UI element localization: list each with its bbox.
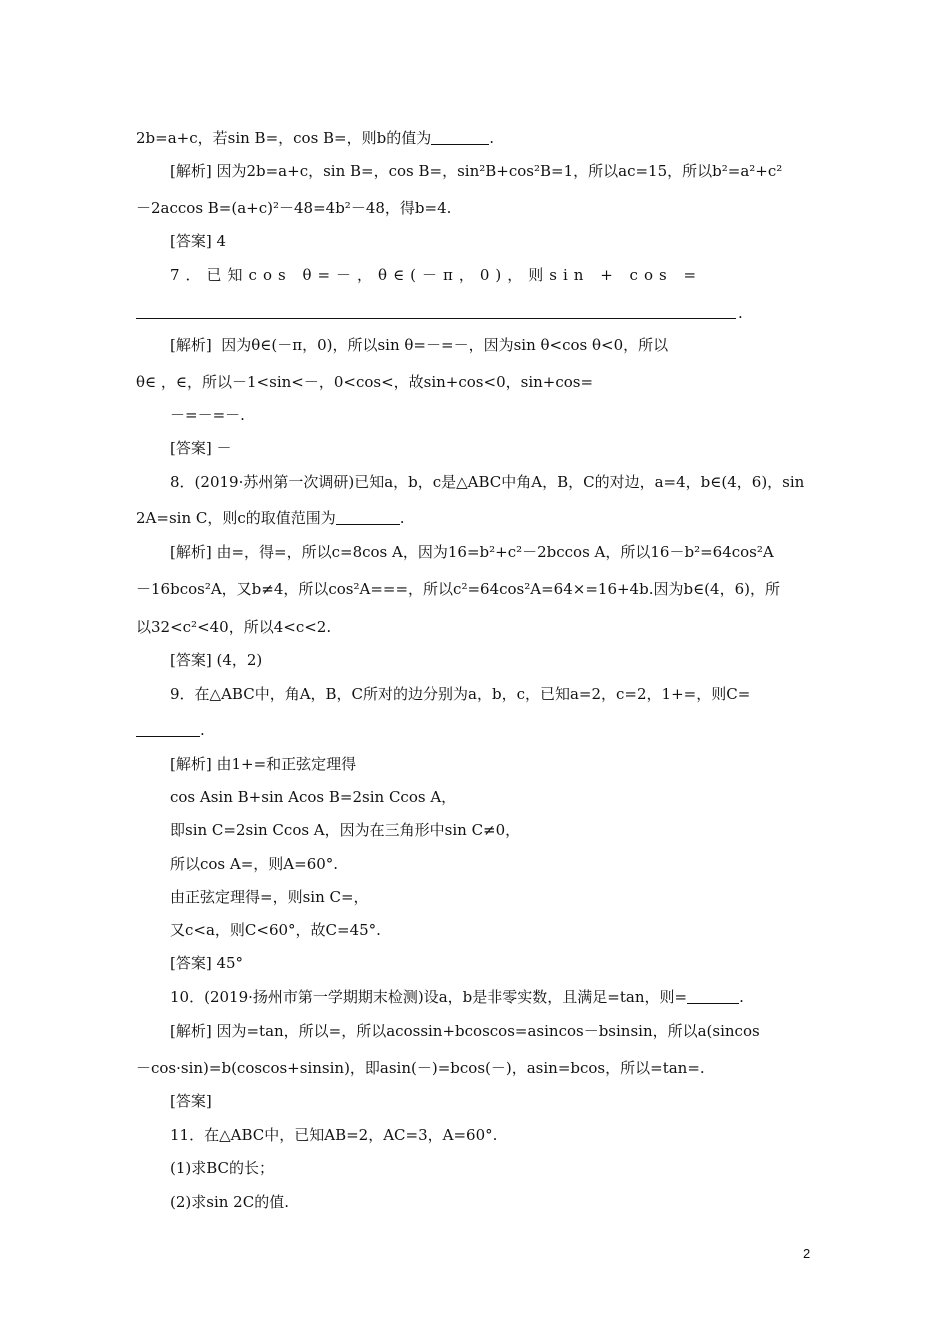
text-line: [答案] 4 bbox=[170, 232, 227, 250]
text-line: 又c<a，则C<60°，故C=45°. bbox=[170, 921, 381, 939]
text-line: 8．(2019·苏州第一次调研)已知a，b，c是△ABC中角A，B，C的对边，a=4，b∈(4，6)，sin bbox=[170, 473, 805, 491]
text-line: . bbox=[136, 720, 205, 740]
text-line: [答案] 45° bbox=[170, 954, 244, 972]
answer-blank bbox=[336, 510, 400, 525]
text-line: 2b=a+c，若sin B=，cos B=，则b的值为 . bbox=[136, 129, 495, 147]
blank-period: . bbox=[738, 304, 743, 322]
text-line: [解析] 由=，得=，所以c=8cos A，因为16=b²+c²－2bccos A，所以16－b²=64cos²A bbox=[170, 543, 774, 561]
text-line: (1)求BC的长； bbox=[170, 1159, 275, 1177]
answer-blank bbox=[687, 989, 739, 1004]
text-line: 9．在△ABC中，角A，B，C所对的边分别为a，b，c，已知a=2，c=2，1+=，则C= bbox=[170, 685, 751, 703]
text-line: －=－=－. bbox=[170, 406, 245, 424]
text-line: 7．已知cos θ=－，θ∈(－π，0)，则sin + cos = bbox=[170, 266, 703, 284]
text-line: [解析] 因为θ∈(－π，0)，所以sin θ=－=－，因为sin θ<cos θ<0，所以 bbox=[170, 336, 669, 354]
text-line: 所以cos A=，则A=60°. bbox=[170, 855, 339, 873]
answer-blank bbox=[136, 722, 200, 737]
answer-blank bbox=[136, 318, 736, 319]
text-line: 10．(2019·扬州市第一学期期末检测)设a，b是非零实数，且满足=tan，则= . bbox=[170, 988, 744, 1006]
text-line: [解析] 因为=tan，所以=，所以acossin+bcoscos=asincos－bsinsin，所以a(sincos bbox=[170, 1022, 760, 1040]
text-line: (2)求sin 2C的值. bbox=[170, 1193, 289, 1211]
text-line: 由正弦定理得=，则sin C=， bbox=[170, 888, 369, 906]
text-line: 2A=sin C，则c的取值范围为 . bbox=[136, 509, 405, 527]
text-line: [答案] bbox=[170, 1092, 212, 1110]
text-line: θ∈ ，∈，所以－1<sin<－，0<cos<，故sin+cos<0，sin+cos= bbox=[136, 373, 594, 391]
text-line: －cos·sin)=b(coscos+sinsin)，即asin(－)=bcos(－)，asin=bcos，所以=tan=. bbox=[136, 1059, 705, 1077]
answer-blank bbox=[431, 130, 489, 145]
text-line: －16bcos²A，又b≠4，所以cos²A===，所以c²=64cos²A=64×=16+4b.因为b∈(4，6)，所 bbox=[136, 580, 780, 598]
text-line: 即sin C=2sin Ccos A，因为在三角形中sin C≠0， bbox=[170, 821, 521, 839]
text-line: 以32<c²<40，所以4<c<2. bbox=[136, 618, 332, 636]
page-number: 2 bbox=[803, 1246, 811, 1261]
text-line: [答案] － bbox=[170, 439, 232, 457]
text-line: [解析] 由1+=和正弦定理得 bbox=[170, 755, 357, 773]
text-line: －2accos B=(a+c)²－48=4b²－48，得b=4. bbox=[136, 199, 452, 217]
text-line: cos Asin B+sin Acos B=2sin Ccos A， bbox=[170, 788, 457, 806]
text-line: [答案] (4，2) bbox=[170, 651, 263, 669]
text-line: 11．在△ABC中，已知AB=2，AC=3，A=60°. bbox=[170, 1126, 498, 1144]
text-line: [解析] 因为2b=a+c，sin B=，cos B=，sin²B+cos²B=1，所以ac=15，所以b²=a²+c² bbox=[170, 162, 783, 180]
